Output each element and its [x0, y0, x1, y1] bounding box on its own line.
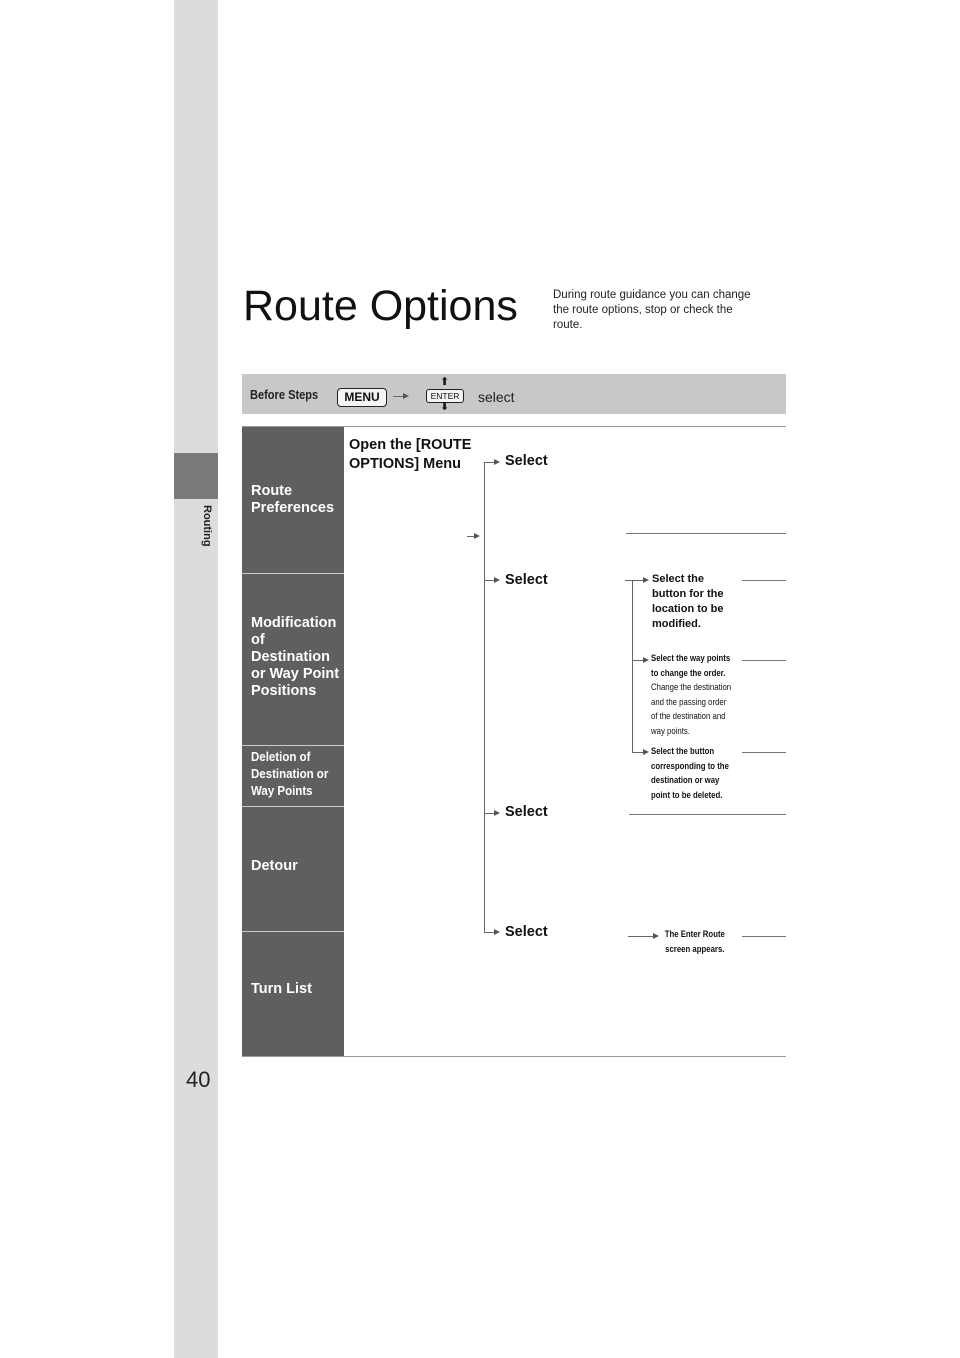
select-step-2: Select	[505, 572, 548, 588]
branch-line-1	[484, 462, 494, 463]
branch-line-2	[484, 580, 494, 581]
page-title: Route Options	[243, 282, 518, 330]
branch-line-4	[484, 932, 494, 933]
sub-arrow-1-icon	[643, 577, 649, 583]
note-select-location: Select the button for the location to be modified.	[652, 573, 724, 630]
branch-arrow-icon	[474, 533, 480, 539]
page-number: 40	[186, 1067, 211, 1092]
enter-down-arrow-icon: ⬇	[440, 401, 450, 413]
detour-rule	[629, 814, 786, 815]
sub-arrow-2-icon	[643, 657, 649, 663]
note-rule-4	[742, 936, 786, 937]
note-rule-1	[742, 580, 786, 581]
open-route-options-step: Open the [ROUTE OPTIONS] Menu	[349, 437, 472, 472]
sub-line-3	[632, 752, 643, 753]
note-rule-2	[742, 660, 786, 661]
before-steps-label: Before Steps	[250, 387, 319, 402]
section-label-turn-list: Turn List	[251, 981, 312, 997]
note-rule-3	[742, 752, 786, 753]
chapter-tab-marker	[174, 453, 218, 499]
turn-list-arrow-icon	[653, 933, 659, 939]
select-step-3: Select	[505, 804, 548, 820]
select-step-4: Select	[505, 924, 548, 940]
branch-arrow-2-icon	[494, 577, 500, 583]
intro-text: During route guidance you can change the route options, stop or check the route.	[553, 289, 751, 331]
section-label-route-preferences: Route Preferences	[251, 483, 335, 516]
select-step-1: Select	[505, 453, 548, 469]
menu-key-icon: MENU	[337, 388, 387, 407]
before-steps-action: select	[478, 389, 515, 405]
branch-line-3	[484, 813, 494, 814]
chapter-label: Routing	[201, 505, 213, 547]
turn-list-line	[628, 936, 654, 937]
section-label-modification: Modification of Destination or Way Point Positions	[251, 615, 340, 699]
note-way-points-head: Select the way points to change the order.	[651, 653, 731, 679]
enter-key-icon: ENTER	[426, 389, 464, 403]
route-preferences-rule	[626, 533, 786, 534]
note-way-points-body: Change the destination and the passing order of the destination and way points.	[651, 682, 732, 737]
step-arrow-line	[393, 396, 403, 397]
note-delete-button: Select the button corresponding to the destination or way point to be deleted.	[651, 746, 729, 801]
sub-arrow-3-icon	[643, 749, 649, 755]
enter-up-arrow-icon: ⬆	[440, 376, 450, 388]
branch-arrow-3-icon	[494, 810, 500, 816]
sub-line-2	[632, 660, 643, 661]
branch-arrow-4-icon	[494, 929, 500, 935]
note-enter-route: The Enter Route screen appears.	[664, 929, 725, 955]
sub-branch-line	[632, 580, 633, 752]
frame-bottom-rule	[242, 1056, 786, 1057]
section-label-deletion: Deletion of Destination or Way Points	[251, 750, 329, 798]
sub-line-1	[625, 580, 643, 581]
section-label-detour: Detour	[251, 858, 298, 874]
branch-arrow-1-icon	[494, 459, 500, 465]
chapter-tab-strip	[174, 0, 218, 1358]
step-arrow-icon	[403, 393, 409, 399]
flow-trunk-line	[484, 462, 485, 933]
note-way-points	[651, 652, 733, 739]
